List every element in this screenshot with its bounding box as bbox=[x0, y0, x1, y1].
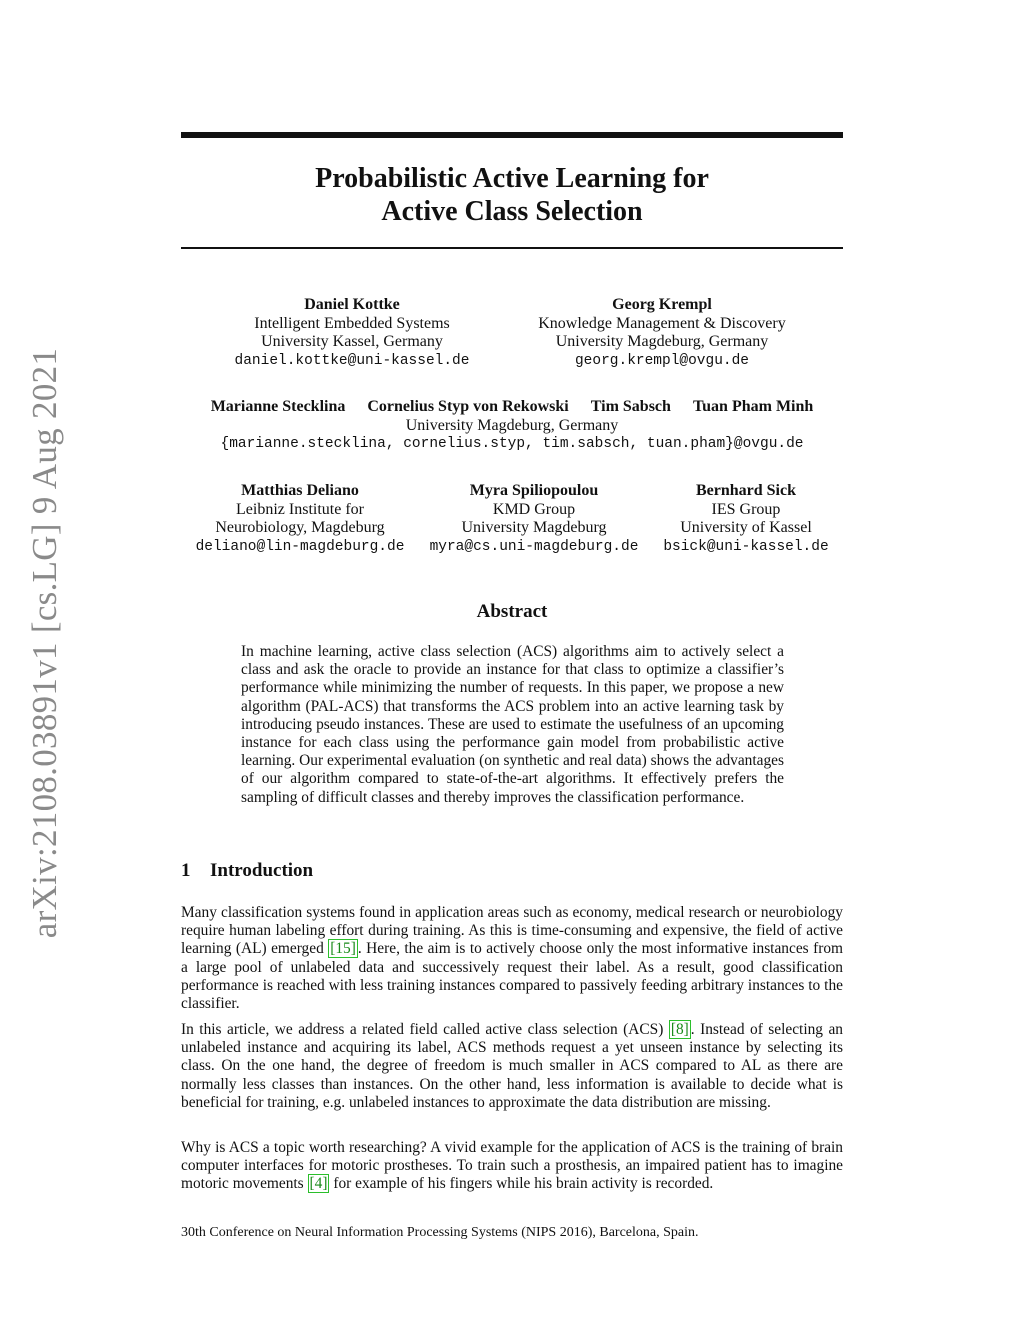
author-name: Georg Krempl bbox=[612, 296, 712, 313]
title-rule-top bbox=[181, 132, 843, 138]
author-affiliation: KMD Group bbox=[492, 500, 576, 518]
author-affiliation: University of Kassel bbox=[680, 519, 812, 536]
paragraph-text: In this article, we address a related field called active class selection (ACS) bbox=[181, 1021, 669, 1038]
author-krempl bbox=[521, 296, 803, 370]
paragraph-text: for example of his fingers while his brain activity is recorded. bbox=[329, 1175, 714, 1193]
author-affiliation: IES Group bbox=[711, 500, 781, 518]
author-name: Tuan Pham Minh bbox=[692, 398, 814, 415]
author-affiliation: University Kassel, Germany bbox=[261, 333, 443, 350]
author-spiliopoulou bbox=[424, 482, 644, 556]
section-title: Introduction bbox=[210, 860, 314, 881]
section-number: 1 bbox=[181, 860, 191, 881]
author-affiliation: Leibniz Institute for bbox=[236, 500, 364, 518]
paragraph-2 bbox=[181, 1021, 843, 1112]
abstract-heading: Abstract bbox=[476, 601, 548, 622]
author-group-magdeburg bbox=[181, 398, 843, 454]
citation-link[interactable]: [4] bbox=[309, 1175, 328, 1193]
author-group-email[interactable]: {marianne.stecklina, cornelius.styp, tim.sabsch, tuan.pham}@ovgu.de bbox=[220, 436, 804, 452]
author-name: Cornelius Styp von Rekowski bbox=[367, 398, 569, 415]
title-line-1: Probabilistic Active Learning for bbox=[315, 163, 709, 194]
author-email[interactable]: bsick@uni-kassel.de bbox=[663, 538, 829, 555]
title-rule-bottom bbox=[181, 247, 843, 249]
paragraph-text: Why is ACS a topic worth researching? A vivid example for the application of ACS is the training of brain computer interfaces for motoric prostheses. To train such a prosthesis, an impaired patient has to imagine motoric movements bbox=[181, 1139, 843, 1193]
paragraph-text: Many classification systems found in application areas such as economy, medical research or neurobiology require human labeling effort during training. As this is time-consuming and expensive, the field of active learning (AL) emerged bbox=[181, 904, 843, 958]
author-name: Bernhard Sick bbox=[695, 482, 796, 499]
author-affiliation: University Magdeburg, Germany bbox=[555, 333, 769, 350]
author-email[interactable]: deliano@lin-magdeburg.de bbox=[195, 538, 405, 555]
arxiv-identifier[interactable]: arXiv:2108.03891v1 [cs.LG] 9 Aug 2021 bbox=[25, 347, 64, 939]
author-name: Myra Spiliopoulou bbox=[469, 482, 599, 499]
title-line-2: Active Class Selection bbox=[381, 196, 643, 227]
author-deliano bbox=[190, 482, 410, 556]
author-email[interactable]: georg.krempl@ovgu.de bbox=[574, 352, 750, 369]
paper-title bbox=[181, 162, 843, 228]
paragraph-1 bbox=[181, 904, 843, 1013]
author-email[interactable]: daniel.kottke@uni-kassel.de bbox=[234, 352, 470, 369]
author-group-affiliation: University Magdeburg, Germany bbox=[405, 416, 619, 434]
author-group-names bbox=[181, 398, 843, 417]
abstract-text: In machine learning, active class selection (ACS) algorithms aim to actively select a class and ask the oracle to provide an instance for that class to optimize a classifier’s performance while minimizing the number of requests. In this paper, we propose a new algorithm (PAL-ACS) that transforms the ACS problem into an active learning task by introducing pseudo instances. These are used to estimate the usefulness of an upcoming instance for each class using the performance gain model from probabilistic active learning. Our experimental evaluation (on synthetic and real data) shows the advantages of our algorithm compared to state-of-the-art algorithms. It effectively prefers the sampling of difficult classes and thereby improves the classification performance. bbox=[241, 643, 784, 806]
paragraph-text: . Instead of selecting an unlabeled instance and acquiring its label, ACS methods request a yet unseen instance by selecting its class. On the one hand, the degree of freedom is much smaller in ACS compared to AL as there are normally less classes than instances. On the other hand, less information is available to decide what is beneficial for training, e.g. unlabeled instances to approximate the data distribution are missing. bbox=[181, 1021, 843, 1111]
author-affiliation: Intelligent Embedded Systems bbox=[254, 314, 450, 332]
citation-link[interactable]: [15] bbox=[330, 940, 356, 958]
author-name: Tim Sabsch bbox=[590, 398, 671, 415]
author-name: Matthias Deliano bbox=[241, 482, 359, 499]
author-name: Marianne Stecklina bbox=[210, 398, 346, 415]
conference-footnote: 30th Conference on Neural Information Processing Systems (NIPS 2016), Barcelona, Spain. bbox=[181, 1225, 699, 1240]
author-affiliation: Knowledge Management & Discovery bbox=[538, 314, 786, 332]
paragraph-text: . Here, the aim is to actively choose only the most informative instances from a large pool of unlabeled data and successively request their label. As a result, good classification performance is reached with less training instances compared to passively feeding arbitrary instances to the classifier. bbox=[181, 940, 843, 1013]
author-email[interactable]: myra@cs.uni-magdeburg.de bbox=[429, 538, 639, 555]
author-affiliation: Neurobiology, Magdeburg bbox=[215, 519, 385, 536]
paragraph-3 bbox=[181, 1139, 843, 1194]
author-kottke bbox=[221, 296, 483, 370]
author-name: Daniel Kottke bbox=[304, 296, 400, 313]
author-sick bbox=[656, 482, 836, 556]
author-affiliation: University Magdeburg bbox=[461, 519, 607, 536]
arxiv-sidebar bbox=[0, 0, 90, 1325]
section-heading-introduction bbox=[181, 860, 313, 882]
citation-link[interactable]: [8] bbox=[670, 1021, 689, 1038]
